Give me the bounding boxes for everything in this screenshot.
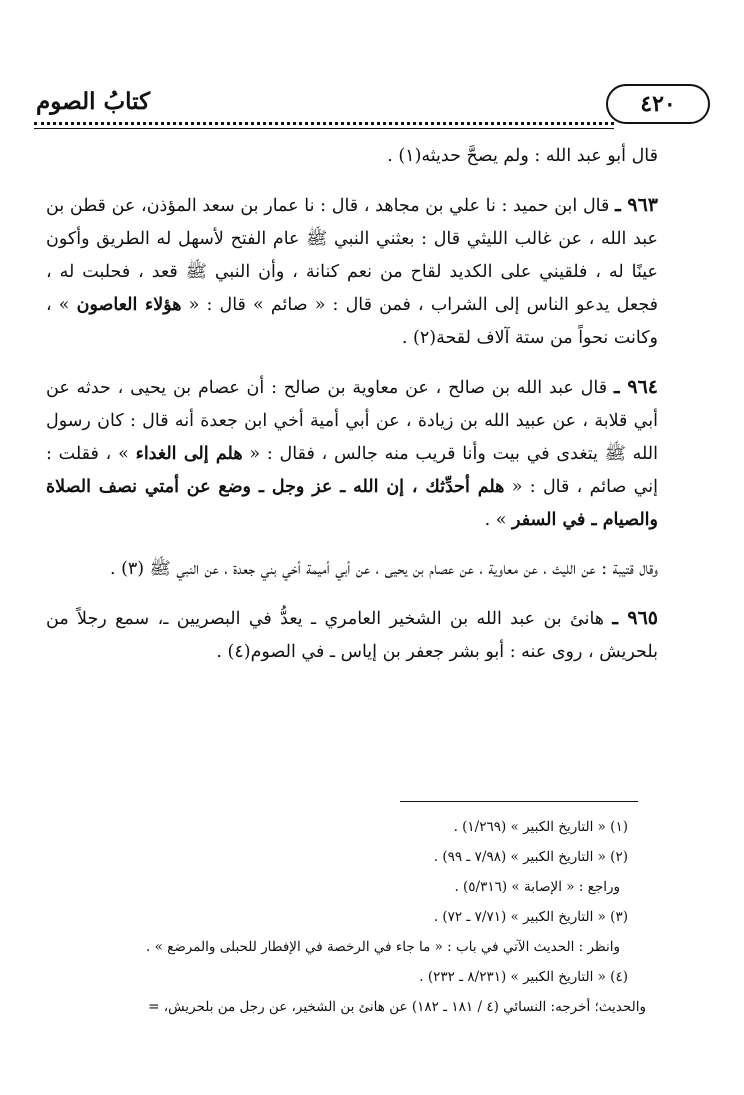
header-divider xyxy=(34,122,614,125)
hadith-emphasis: هؤلاء العاصون xyxy=(76,295,182,315)
footnote-2-extra: وراجع : « الإصابة » (٥/٣١٦) . xyxy=(454,879,620,895)
hadith-text-tail: » . xyxy=(484,510,507,530)
header-divider-line xyxy=(34,128,614,129)
hadith-emphasis-1: هلم إلى الغداء xyxy=(135,444,243,464)
footnote-4: (٤) « التاريخ الكبير » (٨/٢٣١ ـ ٢٣٢) . xyxy=(419,969,628,985)
hadith-text: هانئ بن عبد الله بن الشخير العامري ـ يعدُّ في البصريين ـ، سمع رجلاً من بلحريش ، روى عنه : أبو بشر جعفر بن إياس ـ في الصوم(٤) . xyxy=(46,609,658,662)
hadith-number: ٩٦٤ ـ xyxy=(613,376,658,398)
hadith-964 xyxy=(46,371,692,537)
hadith-text: قال ابن حميد : نا علي بن مجاهد ، قال : نا عمار بن سعد المؤذن، عن قطن بن عبد الله ، عن غالب الليثي قال : بعثني النبي ﷺ عام الفتح لأسهل له الطريق وأكون عينًا له ، فلقيني على الكديد لقاح من نعم كنانة ، وأن النبي ﷺ قعد ، فحلبت له ، فجعل يدعو الناس إلى الشراب ، فمن قال : « صائم » قال : « xyxy=(46,196,658,315)
hadith-963 xyxy=(46,189,692,355)
footnote-divider xyxy=(400,801,638,802)
main-text xyxy=(46,140,692,669)
hadith-number: ٩٦٥ ـ xyxy=(612,607,658,629)
footnote-3-extra: وانظر : الحديث الآتي في باب : « ما جاء في الرخصة في الإفطار للحبلى والمرضع » . xyxy=(146,939,620,955)
hadith-number: ٩٦٣ ـ xyxy=(615,194,658,216)
book-title: كتابُ الصوم xyxy=(36,88,151,115)
hadith-emphasis-2: هلم أحدِّثك ، إن الله ـ عز وجل ـ وضع عن أمتي نصف الصلاة والصيام ـ في السفر xyxy=(46,477,658,530)
paragraph-note xyxy=(46,140,692,173)
paragraph-text: وقال قتيبة : عن الليث ، عن معاوية ، عن عصام بن يحيى ، عن أبي أميمة أخي بني جعدة ، عن النبي ﷺ (٣) . xyxy=(109,559,658,579)
hadith-965 xyxy=(46,602,692,669)
page-header xyxy=(34,84,710,130)
hadith-text-tail: » ، وكانت نحواً من ستة آلاف لقحة(٢) . xyxy=(46,295,658,348)
footnote-4-extra: والحديث؛ أخرجه: النسائي (٤ / ١٨١ ـ ١٨٢) عن هانئ بن الشخير، عن رجل من بلحريش، = xyxy=(148,999,646,1015)
footnote-3: (٣) « التاريخ الكبير » (٧/٧١ ـ ٧٢) . xyxy=(433,909,628,925)
hadith-text: قال عبد الله بن صالح ، عن معاوية بن صالح : أن عصام بن يحيى ، حدثه عن أبي قلابة ، عن عبيد الله بن زيادة ، عن أبي أمية أخي ابن جعدة أنه قال : كان رسول الله ﷺ يتغدى في بيت وأنا قريب منه جالس ، فقال : « xyxy=(46,378,658,464)
footnotes xyxy=(46,812,646,1022)
paragraph-text: قال أبو عبد الله : ولم يصحَّ حديثه(١) . xyxy=(387,146,658,166)
footnote-1: (١) « التاريخ الكبير » (١/٢٦٩) . xyxy=(453,819,628,835)
paragraph-qutaybah xyxy=(46,553,692,586)
hadith-text-mid: » ، فقلت : إني صائم ، قال : « xyxy=(46,444,658,497)
footnote-2: (٢) « التاريخ الكبير » (٧/٩٨ ـ ٩٩) . xyxy=(433,849,628,865)
page-number: ٤٢٠ xyxy=(606,84,710,124)
